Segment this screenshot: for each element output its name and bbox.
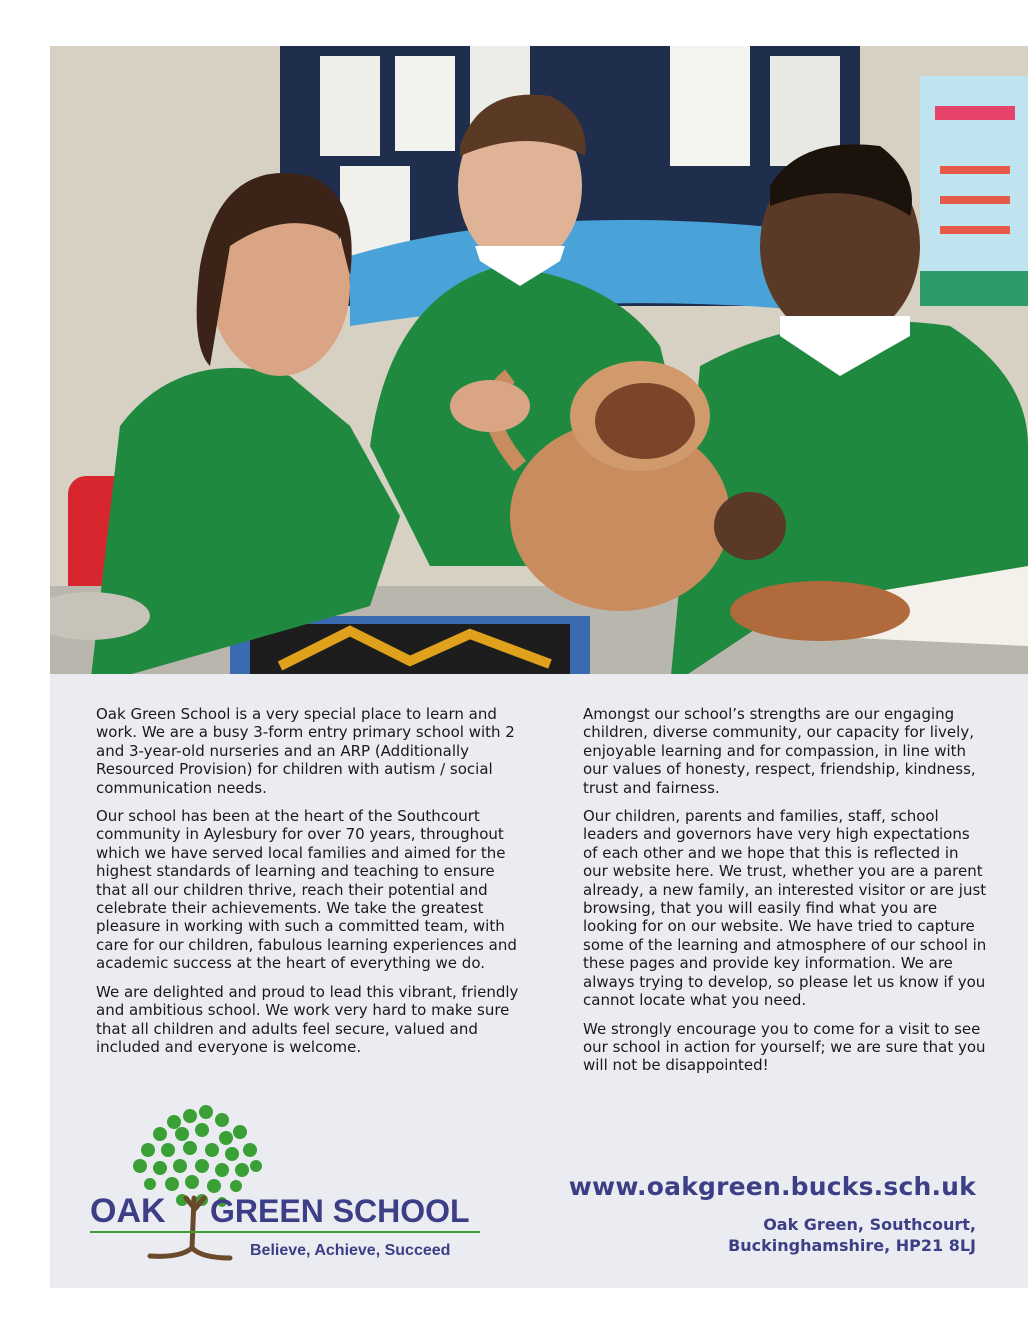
school-address: [728, 1214, 976, 1256]
intro-paragraph: Oak Green School is a very special place to learn and work. We are a busy 3-form entry primary school with 2 and 3-year-old nurseries and an ARP (Additionally Resourced Provision) for children with autism / social communication needs.: [96, 705, 515, 797]
logo-tagline: Believe, Achieve, Succeed: [250, 1242, 451, 1259]
content-panel: [50, 674, 1028, 1288]
intro-paragraph: We strongly encourage you to come for a visit to see our school in action for yourself; we are sure that you will not be disappointed!: [583, 1019, 986, 1075]
address-line: Oak Green, Southcourt,: [763, 1215, 976, 1234]
intro-paragraph: Our children, parents and families, staff, school leaders and governors have very high expectations of each other and we hope that this is reflected in our website here. We trust, whether you are a parent already, a new family, an interested visitor or are just browsing, that you will easily find what you are looking for on our website. We have tried to capture some of the learning and atmosphere of our school in these pages and provide key information. We are always trying to develop, so please let us know if you cannot locate what you need.: [583, 807, 987, 1010]
intro-right-column: [583, 705, 987, 1085]
logo-word-green-school: GREEN SCHOOL: [210, 1193, 470, 1229]
logo-word-oak: OAK: [90, 1192, 166, 1230]
intro-paragraph: Our school has been at the heart of the Southcourt community in Aylesbury for over 70 years, throughout which we have served local families and aimed for the highest standards of learning and teaching to ensure that all our children thrive, reach their potential and celebrate their achievements. We take the greatest pleasure in working with such a committed team, with care for our children, fabulous learning experiences and academic success at the heart of everything we do.: [96, 807, 517, 973]
intro-paragraph: We are delighted and proud to lead this vibrant, friendly and ambitious school. We work very hard to make sure that all children and adults feel secure, valued and included and everyone is welcome.: [96, 982, 519, 1056]
classroom-photo-icon: [50, 46, 1028, 674]
school-logo: [90, 1098, 490, 1268]
address-line: Buckinghamshire, HP21 8LJ: [728, 1236, 976, 1255]
intro-paragraph: Amongst our school’s strengths are our engaging children, diverse community, our capacity for lively, enjoyable learning and for compassion, in line with our values of honesty, respect, friendship, kindness, trust and fairness.: [583, 705, 976, 797]
intro-left-column: [96, 705, 522, 1066]
website-link[interactable]: www.oakgreen.bucks.sch.uk: [568, 1172, 976, 1201]
oak-tree-logo-icon: [90, 1098, 490, 1268]
hero-photo: [50, 46, 1028, 674]
